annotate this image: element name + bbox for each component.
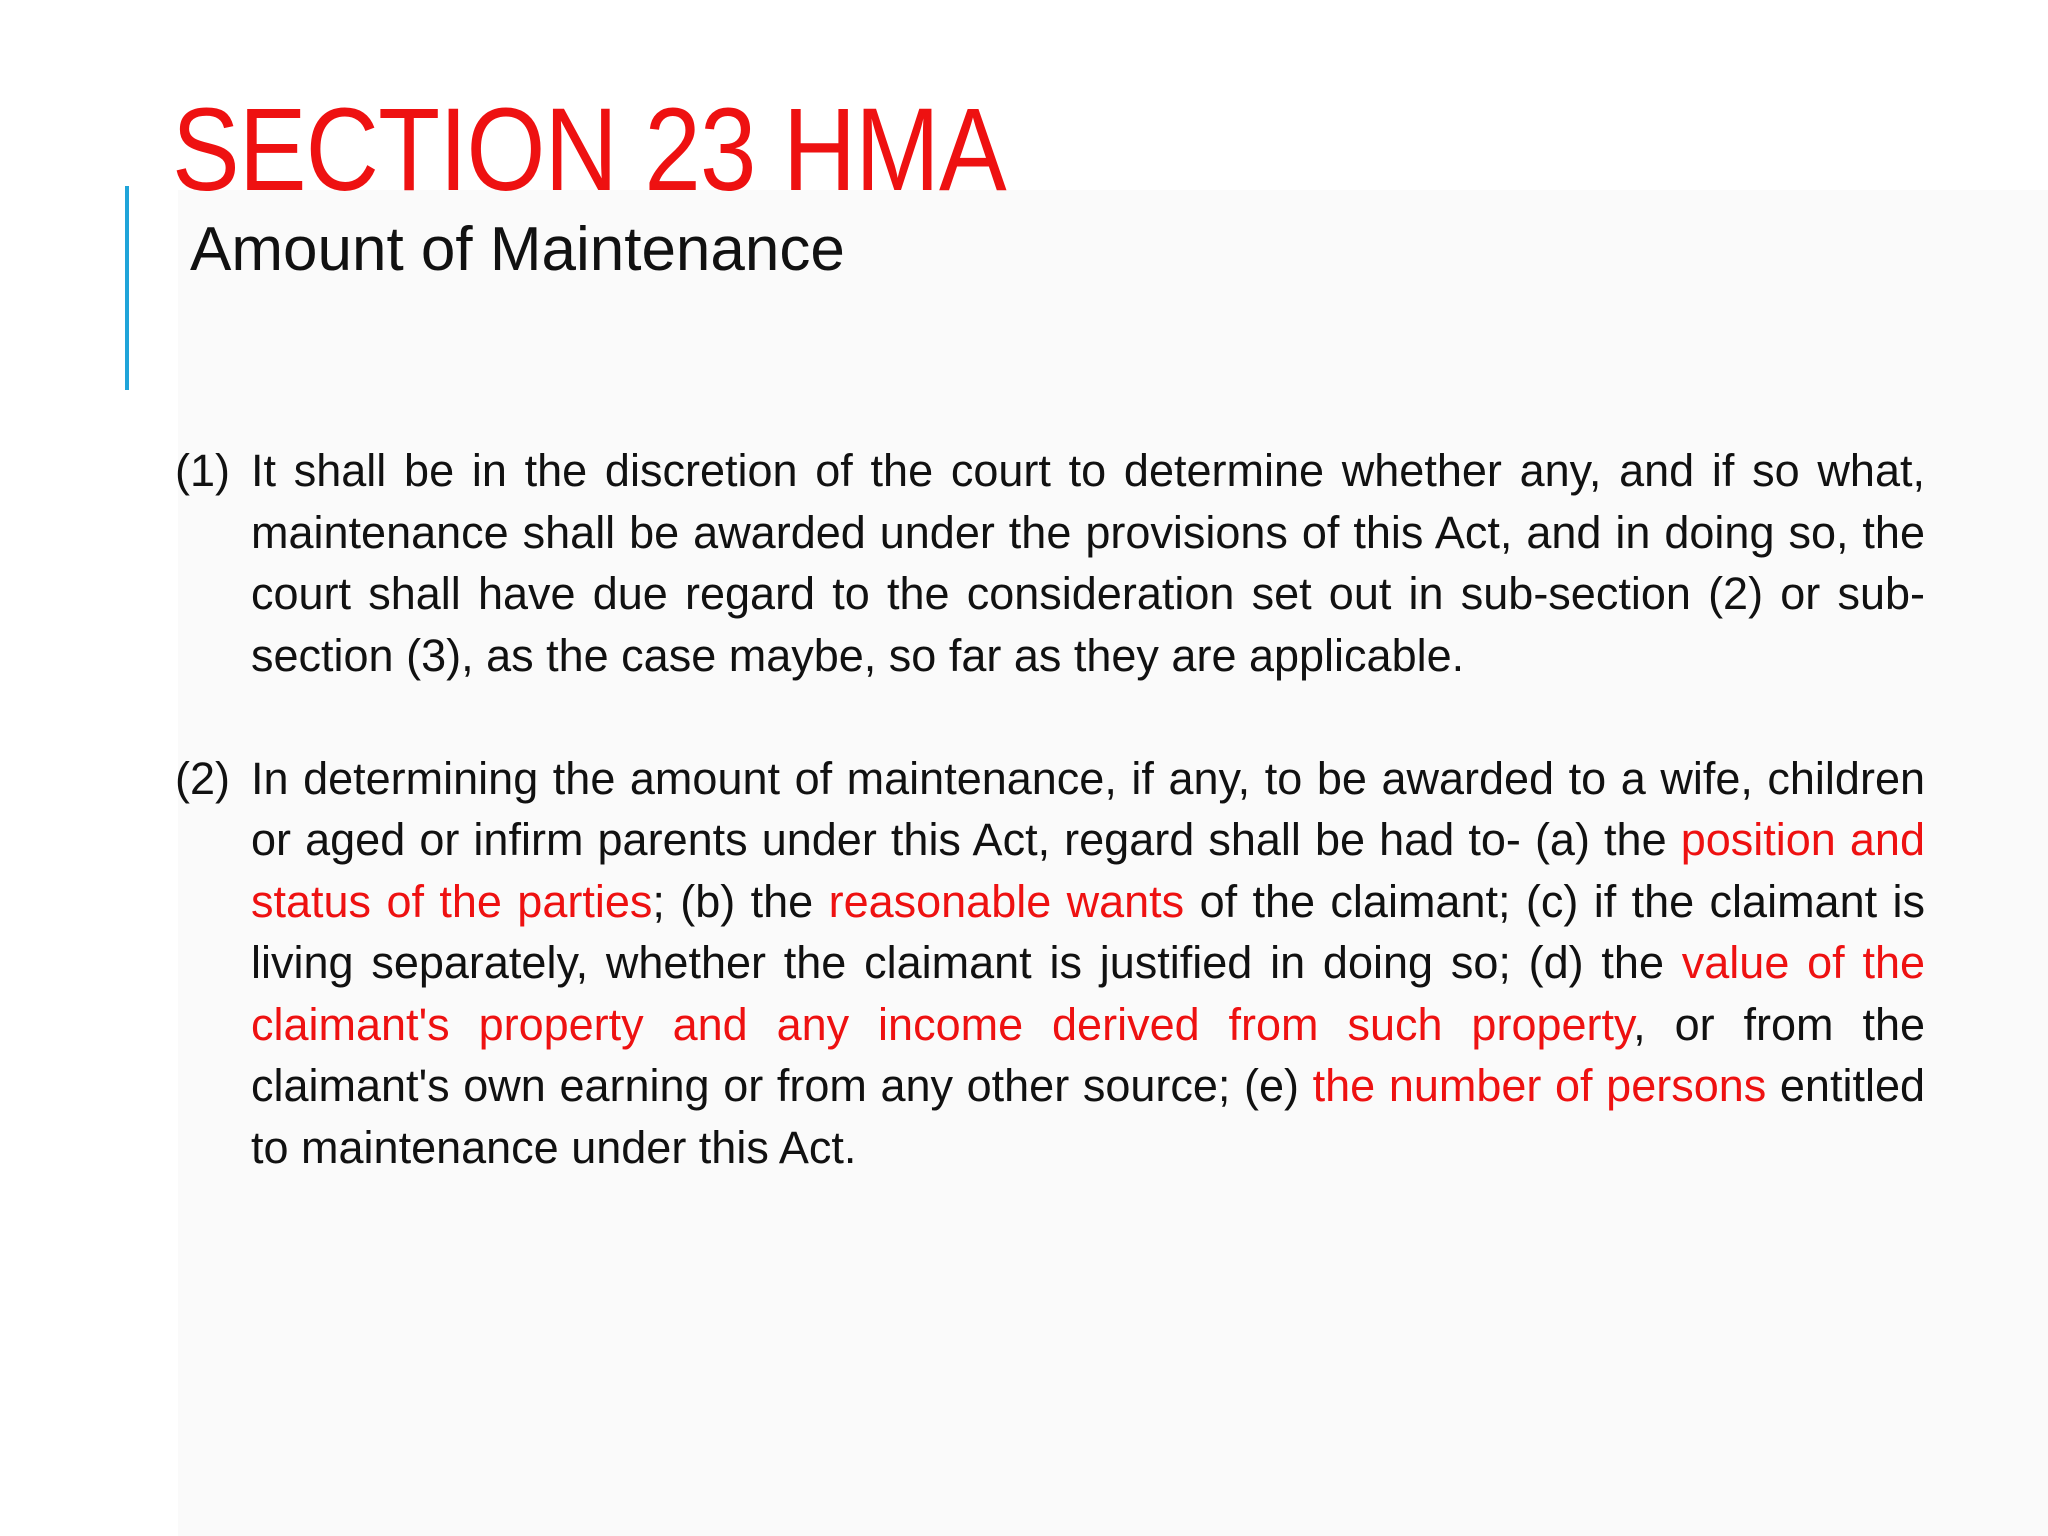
highlighted-phrase: reasonable wants xyxy=(828,875,1185,927)
highlighted-phrase: the number of persons xyxy=(1312,1060,1767,1111)
subsection-text xyxy=(251,748,1925,1179)
text-segment: entitled to maintenance under this Act. xyxy=(251,1060,1925,1173)
highlighted-phrase: value of the claimant's property and any income derived from such property xyxy=(251,937,1926,1050)
highlighted-phrase: position and status of the parties xyxy=(251,814,1925,927)
text-segment: , or from the claimant's own earning or from any other source; (e) xyxy=(251,998,1925,1111)
accent-line xyxy=(125,186,129,390)
text-segment: ; (b) the xyxy=(652,875,829,927)
subsection-number: (2) xyxy=(175,752,230,804)
subsection-2 xyxy=(175,748,1925,1179)
text-segment: of the claimant; (c) if the claimant is living separately, whether the claimant is justified in doing so; (d) the xyxy=(251,875,1925,988)
slide-subtitle: Amount of Maintenance xyxy=(190,215,845,284)
subsection-text: It shall be in the discretion of the court to determine whether any, and if so what, maintenance shall be awarded under the provisions of this Act, and in doing so, the court shall have due regard to the consideration set out in sub-section (2) or sub-section (3), as the case maybe, so far as they are applicable. xyxy=(251,445,1925,681)
subsection-number: (1) xyxy=(175,445,230,496)
slide-body xyxy=(175,440,1925,1178)
slide-title: SECTION 23 HMA xyxy=(172,84,1006,216)
text-segment: In determining the amount of maintenance, if any, to be awarded to a wife, children or aged or infirm parents under this Act, regard shall be had to- (a) the xyxy=(251,752,1925,865)
subsection-1 xyxy=(175,440,1925,686)
